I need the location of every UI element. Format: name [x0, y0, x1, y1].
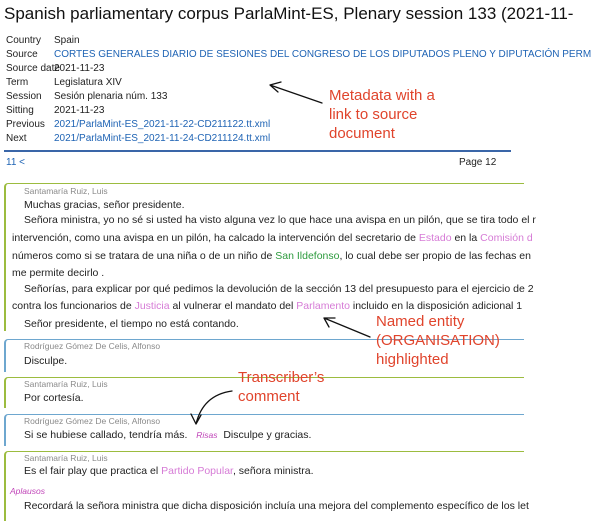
named-entity: Partido Popular [161, 465, 233, 477]
meta-value: 2021-11-23 [54, 105, 105, 116]
meta-key: Country [6, 35, 42, 46]
paragraph: me permite decirlo . [12, 267, 105, 279]
text-segment: al vulnerar el mandato del [169, 300, 297, 312]
entity-arrow [324, 318, 370, 337]
text-segment: Si se hubiese callado, tendría más. [24, 429, 188, 441]
comment-arrow [191, 391, 232, 424]
next-link[interactable]: 2021/ParlaMint-ES_2021-11-24-CD211124.tt.xml [54, 133, 271, 144]
meta-key: Term [6, 77, 29, 88]
speaker-name: Santamaría Ruiz, Luis [24, 379, 108, 389]
text-segment: en la [451, 232, 481, 244]
annotation-line: Transcriber’s [238, 369, 325, 386]
text-segment: incluido en la disposición adicional 1 [349, 300, 523, 312]
text-segment: intervención, como una avispa en un pilón, ha calcado la intervención del secretario de [12, 232, 419, 244]
previous-link[interactable]: 2021/ParlaMint-ES_2021-11-22-CD211122.tt.xml [54, 119, 271, 130]
named-entity: Justicia [134, 300, 170, 312]
paragraph: Recordará la señora ministra que dicha disposición incluía una mejora del complemento específico de los let [24, 500, 529, 512]
paragraph: Señora ministra, yo no sé si usted ha visto alguna vez lo que hace una avispa en un pilón, que se tira todo el r [24, 214, 536, 226]
meta-key: Source [6, 49, 38, 60]
paragraph: Señor presidente, el tiempo no está contando. [24, 318, 239, 330]
named-entity-location: San Ildefonso [275, 250, 340, 262]
metadata-arrow [270, 82, 322, 103]
source-link[interactable]: CORTES GENERALES DIARIO DE SESIONES DEL CONGRESO DE LOS DIPUTADOS PLENO Y DIPUTACIÓN PERM [54, 49, 591, 60]
text-segment: Disculpe y gracias. [223, 429, 312, 441]
meta-value: Spain [54, 35, 80, 46]
named-entity: Parlamento [296, 300, 350, 312]
paragraph: Muchas gracias, señor presidente. [24, 199, 185, 211]
paragraph: Por cortesía. [24, 392, 84, 404]
meta-key: Sitting [6, 105, 34, 116]
page-title: Spanish parliamentary corpus ParlaMint-ES, Plenary session 133 (2021-11- [4, 4, 574, 23]
transcriber-note: Risas [196, 430, 218, 440]
text-segment: números como si se tratara de una niña o de un niño de [12, 250, 276, 262]
named-entity: Estado [418, 232, 452, 244]
meta-key: Session [6, 91, 42, 102]
annotation-line: highlighted [376, 351, 449, 368]
text-segment: contra los funcionarios de [12, 300, 135, 312]
speaker-name: Santamaría Ruiz, Luis [24, 186, 108, 196]
text-segment: , lo cual debe ser propio de las fechas en [339, 250, 531, 262]
text-segment: Es el fair play que practica el [24, 465, 162, 477]
meta-key: Source date [6, 63, 60, 74]
meta-key: Previous [6, 119, 45, 130]
annotation-line: (ORGANISATION) [376, 332, 500, 349]
previous-page-link[interactable]: 11 < [6, 157, 25, 168]
annotation-line: document [329, 125, 395, 142]
meta-value: 2021-11-23 [54, 63, 105, 74]
transcriber-note: Aplausos [10, 486, 45, 496]
annotation-line: comment [238, 388, 300, 405]
paragraph: Señorías, para explicar por qué pedimos la devolución de la sección 13 del presupuesto para el ejercicio de 2 [24, 283, 534, 295]
meta-value: Sesión plenaria núm. 133 [54, 91, 168, 102]
text-segment: , señora ministra. [232, 465, 314, 477]
named-entity: Comisión d [480, 232, 533, 244]
page-number: Page 12 [459, 157, 497, 168]
paragraph: Disculpe. [24, 355, 68, 367]
annotation-line: link to source [329, 106, 418, 123]
annotation-line: Named entity [376, 313, 465, 330]
speaker-name: Rodríguez Gómez De Celis, Alfonso [24, 416, 161, 426]
annotation-line: Metadata with a [329, 87, 435, 104]
meta-value: Legislatura XIV [54, 77, 122, 88]
meta-key: Next [6, 133, 27, 144]
speaker-name: Santamaría Ruiz, Luis [24, 453, 108, 463]
speaker-name: Rodríguez Gómez De Celis, Alfonso [24, 341, 161, 351]
